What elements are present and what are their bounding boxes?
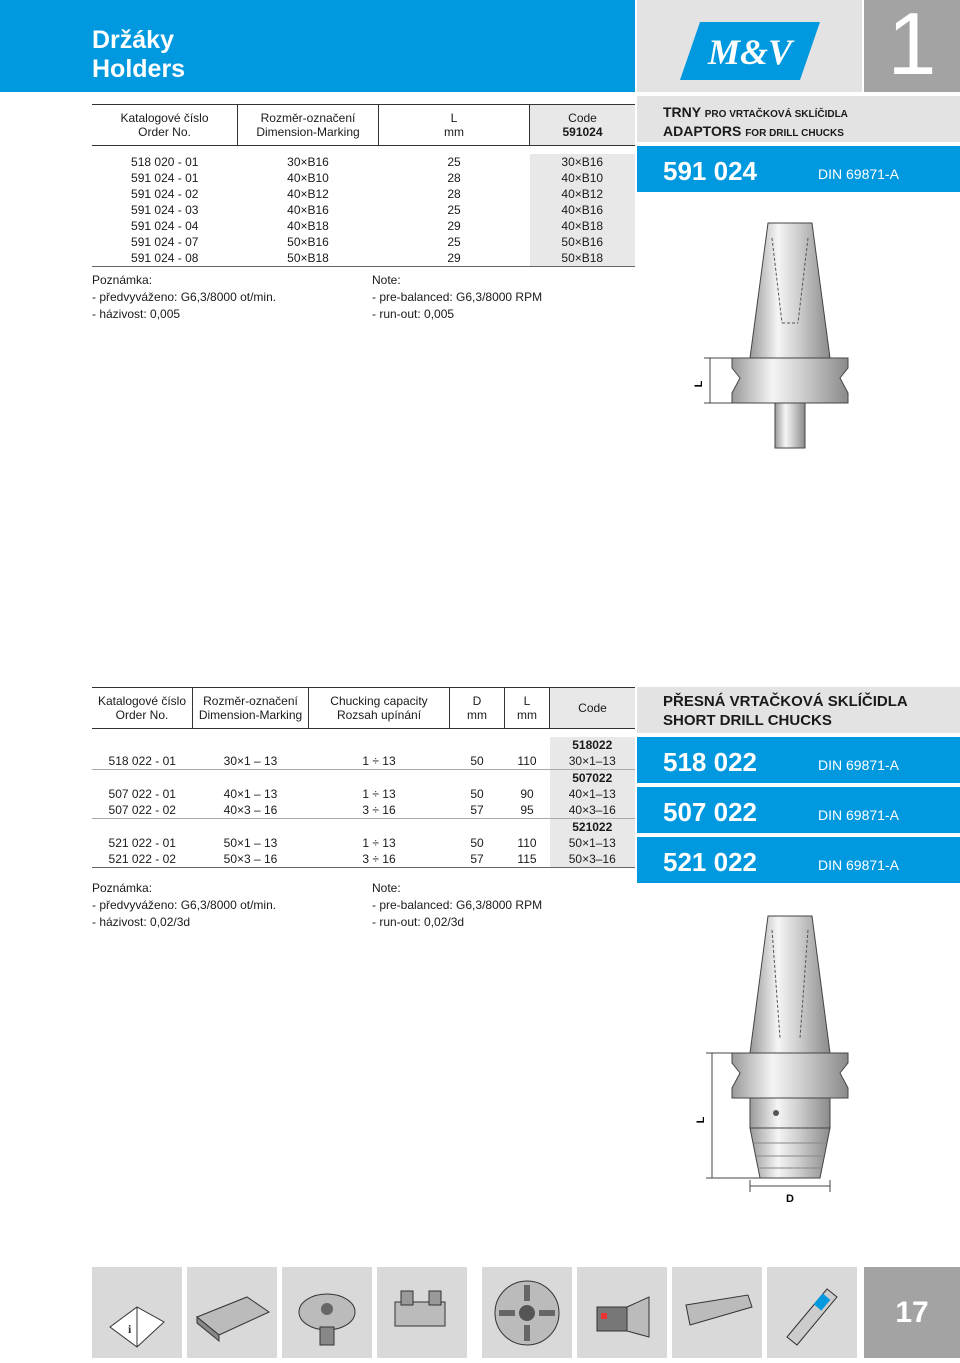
svg-text:L: L: [693, 380, 705, 388]
title-english: Holders: [92, 55, 186, 83]
svg-text:L: L: [695, 1116, 707, 1124]
table-row: 521 022 - 01 50×1 – 13 1 ÷ 13 50 110 50×1–13: [92, 835, 635, 851]
page-title: [92, 26, 185, 84]
page-number: 17: [864, 1267, 960, 1358]
rotary-table-icon: [282, 1267, 372, 1358]
din-standard: DIN 69871-A: [818, 166, 899, 182]
table-row: 521 022 - 02 50×3 – 16 3 ÷ 16 57 115 50×3–16: [92, 851, 635, 868]
vise-icon: [377, 1267, 467, 1358]
drill-chuck-drawing: [690, 908, 870, 1208]
table-row: 518 020 - 01 30×B16 25 30×B16: [92, 154, 635, 170]
code-bar-521022: 521 022 DIN 69871-A: [637, 837, 960, 883]
title-czech: Držáky: [92, 26, 174, 54]
adaptor-drawing: [690, 218, 870, 458]
chuck-icon: [482, 1267, 572, 1358]
table-row: 591 024 - 02 40×B12 28 40×B12: [92, 186, 635, 202]
code-bar-591024: [637, 146, 960, 192]
table-row: 518 022 - 01 30×1 – 13 1 ÷ 13 50 110 30×1–13: [92, 753, 635, 770]
svg-text:D: D: [786, 1193, 794, 1205]
table-row: 507 022 - 01 40×1 – 13 1 ÷ 13 50 90 40×1–13: [92, 786, 635, 802]
morse-sleeve-icon: [672, 1267, 762, 1358]
table-row: 591 024 - 07 50×B16 25 50×B16: [92, 234, 635, 250]
table-row: 591 024 - 04 40×B18 29 40×B18: [92, 218, 635, 234]
mv-logo: [680, 22, 820, 80]
svg-text:i: i: [128, 1322, 132, 1336]
table-header: Katalogové číslo Order No. Rozměr-označení Dimension-Marking L mm Code 591024: [92, 105, 635, 146]
table-row: 591 024 - 08 50×B18 29 50×B18: [92, 250, 635, 267]
adaptor-table: [92, 104, 635, 267]
code-bar-518022: 518 022 DIN 69871-A: [637, 737, 960, 783]
table-row: 591 024 - 01 40×B10 28 40×B10: [92, 170, 635, 186]
note-czech-2: Poznámka: - předvyváženo: G6,3/8000 ot/min. - házivost: 0,02/3d: [92, 881, 277, 929]
note-czech: Poznámka: - předvyváženo: G6,3/8000 ot/min. - házivost: 0,005: [92, 273, 277, 321]
magnetic-plate-icon: [187, 1267, 277, 1358]
drill-chuck-table: Katalogové číslo Order No. Rozměr-označení Dimension-Marking Chucking capacity Rozsah upínání D mm L mm Code 518022 518 022 - 01 30×1 – 13 1 ÷ 13 50 110 30×1–13 507022 507 022 - 01 40×1 – 13 1 ÷ 13 50 90 40×1–13 507 022 - 02 40×3 – 16 3 ÷ 16 57 95 40×3–16 521022 521 022 - 01 50×1 – 13 1 ÷ 13 50 110 50×1–13 521 022 - 02 50×3 – 16 3 ÷ 16 57 115 50×3–16: [92, 687, 635, 868]
note-english-2: Note: - pre-balanced: G6,3/8000 RPM - run-out: 0,02/3d: [372, 881, 543, 929]
product-code: 591 024: [663, 156, 757, 186]
table-row: 591 024 - 03 40×B16 25 40×B16: [92, 202, 635, 218]
note-english: Note: - pre-balanced: G6,3/8000 RPM - run-out: 0,005: [372, 273, 543, 321]
section2-title: PŘESNÁ VRTAČKOVÁ SKLÍČIDLA SHORT DRILL CHUCKS: [663, 693, 908, 729]
tool-holder-icon: [577, 1267, 667, 1358]
table-row: 507 022 - 02 40×3 – 16 3 ÷ 16 57 95 40×3–16: [92, 802, 635, 819]
table-header: Katalogové číslo Order No. Rozměr-označení Dimension-Marking Chucking capacity Rozsah upínání D mm L mm Code: [92, 688, 635, 729]
chapter-number: 1: [887, 0, 937, 93]
svg-text:M&V: M&V: [707, 32, 793, 72]
code-bar-507022: 507 022 DIN 69871-A: [637, 787, 960, 833]
drill-chuck-adaptor-icon: [767, 1267, 857, 1358]
book-icon: [92, 1267, 182, 1358]
section1-title: TRNY PRO VRTAČKOVÁ SKLÍČIDLA ADAPTORS FOR DRILL CHUCKS: [663, 104, 848, 139]
